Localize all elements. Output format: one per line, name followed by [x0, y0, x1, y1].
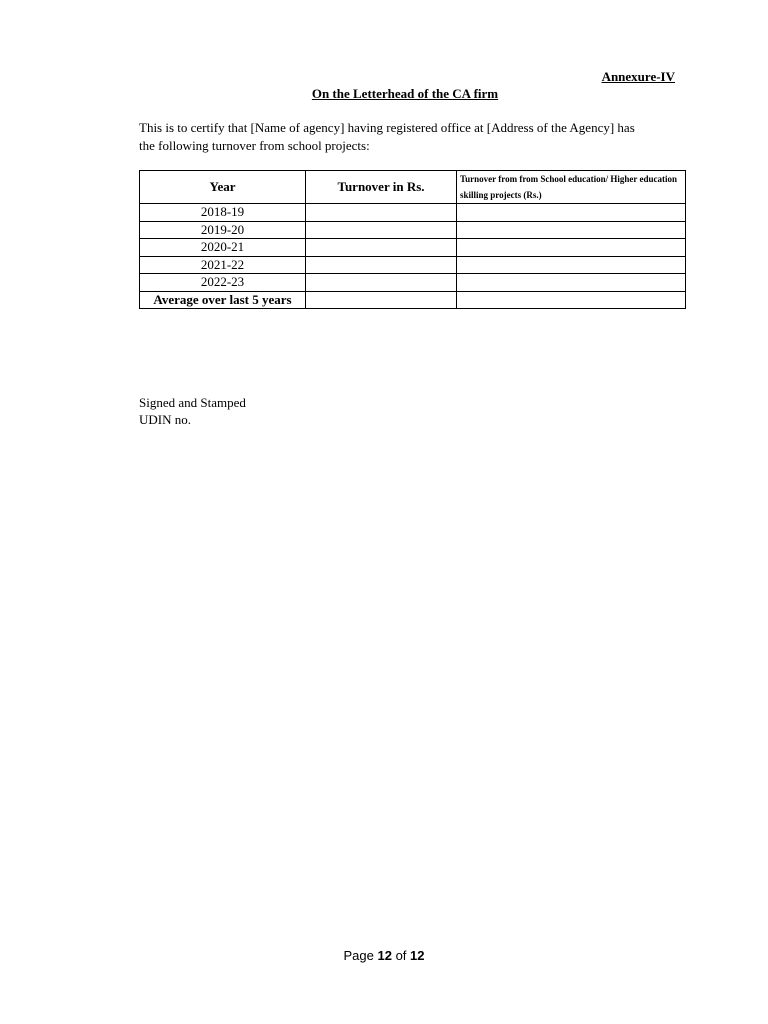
school-turnover-cell: [457, 274, 686, 292]
turnover-cell: [306, 221, 457, 239]
certification-line-1: This is to certify that [Name of agency] having registered office at [Address of the Agency] has: [139, 120, 635, 135]
current-page-number: 12: [377, 948, 392, 963]
letterhead-title: On the Letterhead of the CA firm: [311, 86, 499, 101]
average-turnover-cell: [306, 291, 457, 309]
school-turnover-cell: [457, 239, 686, 257]
table-row: [140, 204, 686, 222]
year-cell: 2020-21: [140, 239, 306, 257]
year-cell: 2019-20: [140, 221, 306, 239]
page-footer: [0, 947, 768, 965]
page-of: of: [395, 948, 407, 963]
signed-and-stamped: Signed and Stamped: [139, 395, 246, 410]
certification-paragraph: [139, 119, 684, 155]
header-year: Year: [140, 171, 306, 204]
school-turnover-cell: [457, 256, 686, 274]
turnover-cell: [306, 274, 457, 292]
table-row: [140, 256, 686, 274]
certification-line-2: the following turnover from school projects:: [139, 138, 370, 153]
school-turnover-cell: [457, 221, 686, 239]
average-label: Average over last 5 years: [140, 291, 306, 309]
page-prefix: Page: [343, 948, 374, 963]
average-school-turnover-cell: [457, 291, 686, 309]
turnover-table: [139, 170, 686, 309]
school-turnover-cell: [457, 204, 686, 222]
header-school-turnover: Turnover from from School education/ Higher education skilling projects (Rs.): [457, 171, 686, 204]
average-row: [140, 291, 686, 309]
annexure-label: Annexure-IV: [601, 69, 675, 84]
turnover-cell: [306, 256, 457, 274]
table-row: [140, 239, 686, 257]
udin-number: UDIN no.: [139, 412, 191, 427]
year-cell: 2022-23: [140, 274, 306, 292]
table-row: [140, 274, 686, 292]
year-cell: 2018-19: [140, 204, 306, 222]
year-cell: 2021-22: [140, 256, 306, 274]
table-row: [140, 221, 686, 239]
total-pages: 12: [410, 948, 425, 963]
signoff-block: [139, 394, 246, 428]
table-header-row: [140, 171, 686, 204]
header-turnover: Turnover in Rs.: [306, 171, 457, 204]
turnover-cell: [306, 239, 457, 257]
turnover-cell: [306, 204, 457, 222]
